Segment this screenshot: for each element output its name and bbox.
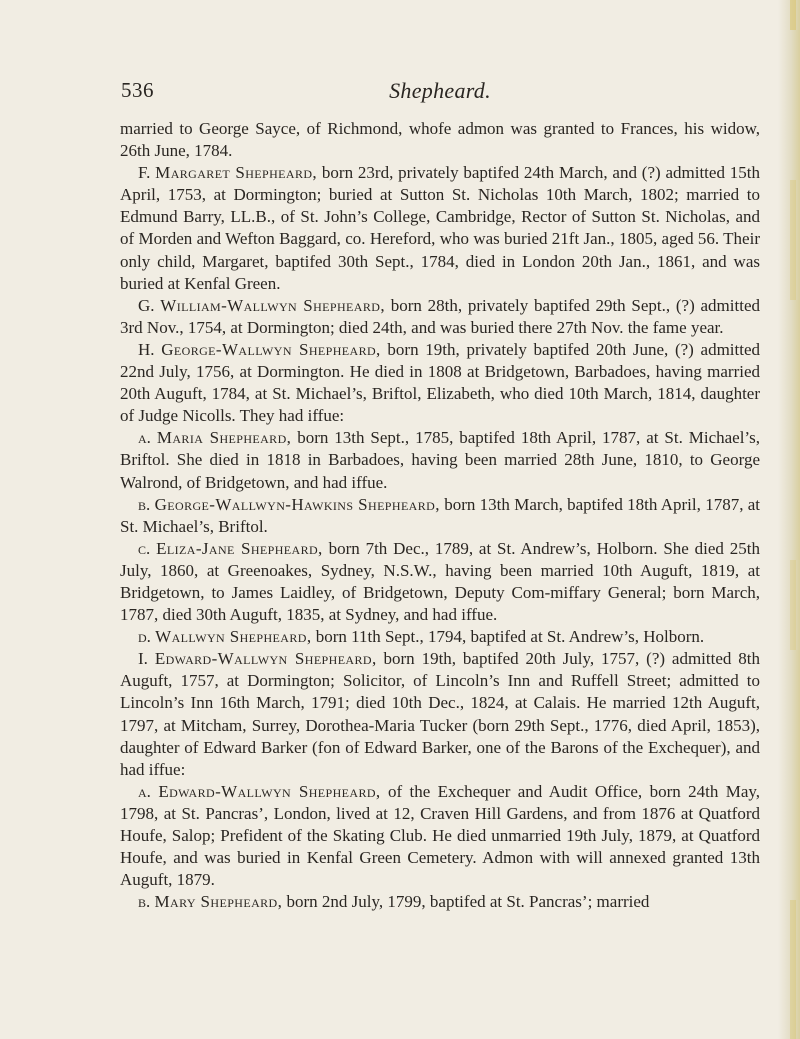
person-name: George-Wallwyn-Hawkins Shepheard, xyxy=(154,494,440,514)
entry-text: born 11th Sept., 1794, baptifed at St. Andrew’s, Holborn. xyxy=(315,627,705,647)
page-edge-stain xyxy=(790,900,796,1039)
person-name: Eliza-Jane Shepheard, xyxy=(156,538,323,558)
page-edge-stain xyxy=(790,0,796,30)
body-text xyxy=(120,118,760,913)
entry-paragraph xyxy=(120,538,760,626)
entry-text: born 2nd July, 1799, baptifed at St. Pancras’; married xyxy=(286,892,650,912)
entry-paragraph xyxy=(120,494,760,538)
person-name: Mary Shepheard, xyxy=(154,892,283,912)
entry-label: c. xyxy=(138,538,151,558)
entry-paragraph xyxy=(120,339,760,427)
entry-paragraph xyxy=(120,427,760,493)
entry-text: born 19th, baptifed 20th July, 1757, (?) admitted 8th Auguft, 1757, at Dormington; Solicitor, of Lincoln’s Inn and Ruffell Street; admitted to Lincoln’s Inn 16th March, 1791; died 10th Dec., 1824, at Calais. He married 12th Auguft, 1797, at Mitcham, Surrey, Dorothea-Maria Tucker (born 29th Sept., 1776, died April, 1853), daughter of Edward Barker (fon of Edward Barker, one of the Barons of the Exchequer), and had iffue: xyxy=(120,649,761,779)
page-header xyxy=(120,78,760,118)
person-name: Wallwyn Shepheard, xyxy=(155,627,312,647)
person-name: George-Wallwyn Shepheard, xyxy=(161,339,381,359)
entry-text: born 7th Dec., 1789, at St. Andrew’s, Holborn. She died 25th July, 1860, at Greenoakes, Sydney, N.S.W., having been married 10th Auguft, 1819, at Bridgetown, to James Laidley, of Bridgetown, Deputy Com-miffary General; born March, 1787, died 30th Auguft, 1835, at Sydney, and had iffue. xyxy=(120,538,761,625)
entry-text: born 13th March, baptifed 18th April, 1787, at St. Michael’s, Briftol. xyxy=(120,494,761,536)
entry-paragraph xyxy=(120,626,760,648)
entry-label: F. xyxy=(138,163,151,183)
entry-label: d. xyxy=(138,627,151,647)
entry-text: born 19th, privately baptifed 20th June, (?) admitted 22nd July, 1756, at Dormington. He died in 1808 at Bridgetown, Barbadoes, having married 20th Auguft, 1784, at St. Michael’s, Briftol, Elizabeth, who died 10th March, 1814, daughter of Judge Nicolls. They had iffue: xyxy=(120,339,761,426)
person-name: Maria Shepheard, xyxy=(156,428,292,448)
entry-label: I. xyxy=(138,649,148,669)
entry-text: born 28th, privately baptifed 29th Sept., (?) admitted 3rd Nov., 1754, at Dormington; died 24th, and was buried there 27th Nov. the fame year. xyxy=(120,295,760,337)
continued-paragraph xyxy=(120,118,760,162)
page-number: 536 xyxy=(121,78,154,102)
entry-paragraph xyxy=(120,781,760,891)
entry-label: a. xyxy=(138,781,151,801)
person-name: William-Wallwyn Shepheard, xyxy=(160,295,385,315)
entry-text: of the Exchequer and Audit Office, born 24th May, 1798, at St. Pancras’, London, lived at 12, Craven Hill Gardens, and from 1876 at Quatford Houfe, Salop; Prefident of the Skating Club. He died unmarried 19th July, 1879, at Quatford Houfe, and was buried in Kenfal Green Cemetery. Admon with will annexed granted 13th Auguft, 1879. xyxy=(120,781,761,890)
document-page xyxy=(120,78,760,913)
person-name: Edward-Wallwyn Shepheard, xyxy=(154,649,377,669)
entry-text: born 13th Sept., 1785, baptifed 18th April, 1787, at St. Michael’s, Briftol. She died in 1818 in Barbadoes, having been married 28th June, 1810, to George Walrond, of Bridgetown, and had iffue. xyxy=(120,428,761,492)
entry-paragraph xyxy=(120,295,760,339)
entry-label: b. xyxy=(138,494,151,514)
entry-label: H. xyxy=(138,339,155,359)
person-name: Margaret Shepheard, xyxy=(155,163,318,183)
entry-text: born 23rd, privately baptifed 24th March, and (?) admitted 15th April, 1753, at Dormington; buried at Sutton St. Nicholas 10th March, 1802; married to Edmund Barry, LL.B., of St. John’s College, Cambridge, Rector of Sutton St. Nicholas, and of Morden and Wefton Baggard, co. Hereford, who was buried 21ft Jan., 1805, aged 56. Their only child, Margaret, baptifed 30th Sept., 1784, died in London 20th Jan., 1861, and was buried at Kenfal Green. xyxy=(120,163,761,293)
page-edge-stain xyxy=(790,560,796,650)
person-name: Edward-Wallwyn Shepheard, xyxy=(158,781,381,801)
entry-label: b. xyxy=(138,892,151,912)
entry-label: a. xyxy=(138,428,151,448)
entry-text: married to George Sayce, of Richmond, whofe admon was granted to Frances, his widow, 26th June, 1784. xyxy=(120,119,760,161)
entry-label: G. xyxy=(138,295,155,315)
running-head: Shepheard. xyxy=(389,78,491,103)
page-edge-stain xyxy=(790,180,796,300)
page-edge-shadow xyxy=(778,0,800,1039)
entry-paragraph xyxy=(120,648,760,781)
entry-paragraph xyxy=(120,891,760,913)
entry-paragraph xyxy=(120,162,760,295)
